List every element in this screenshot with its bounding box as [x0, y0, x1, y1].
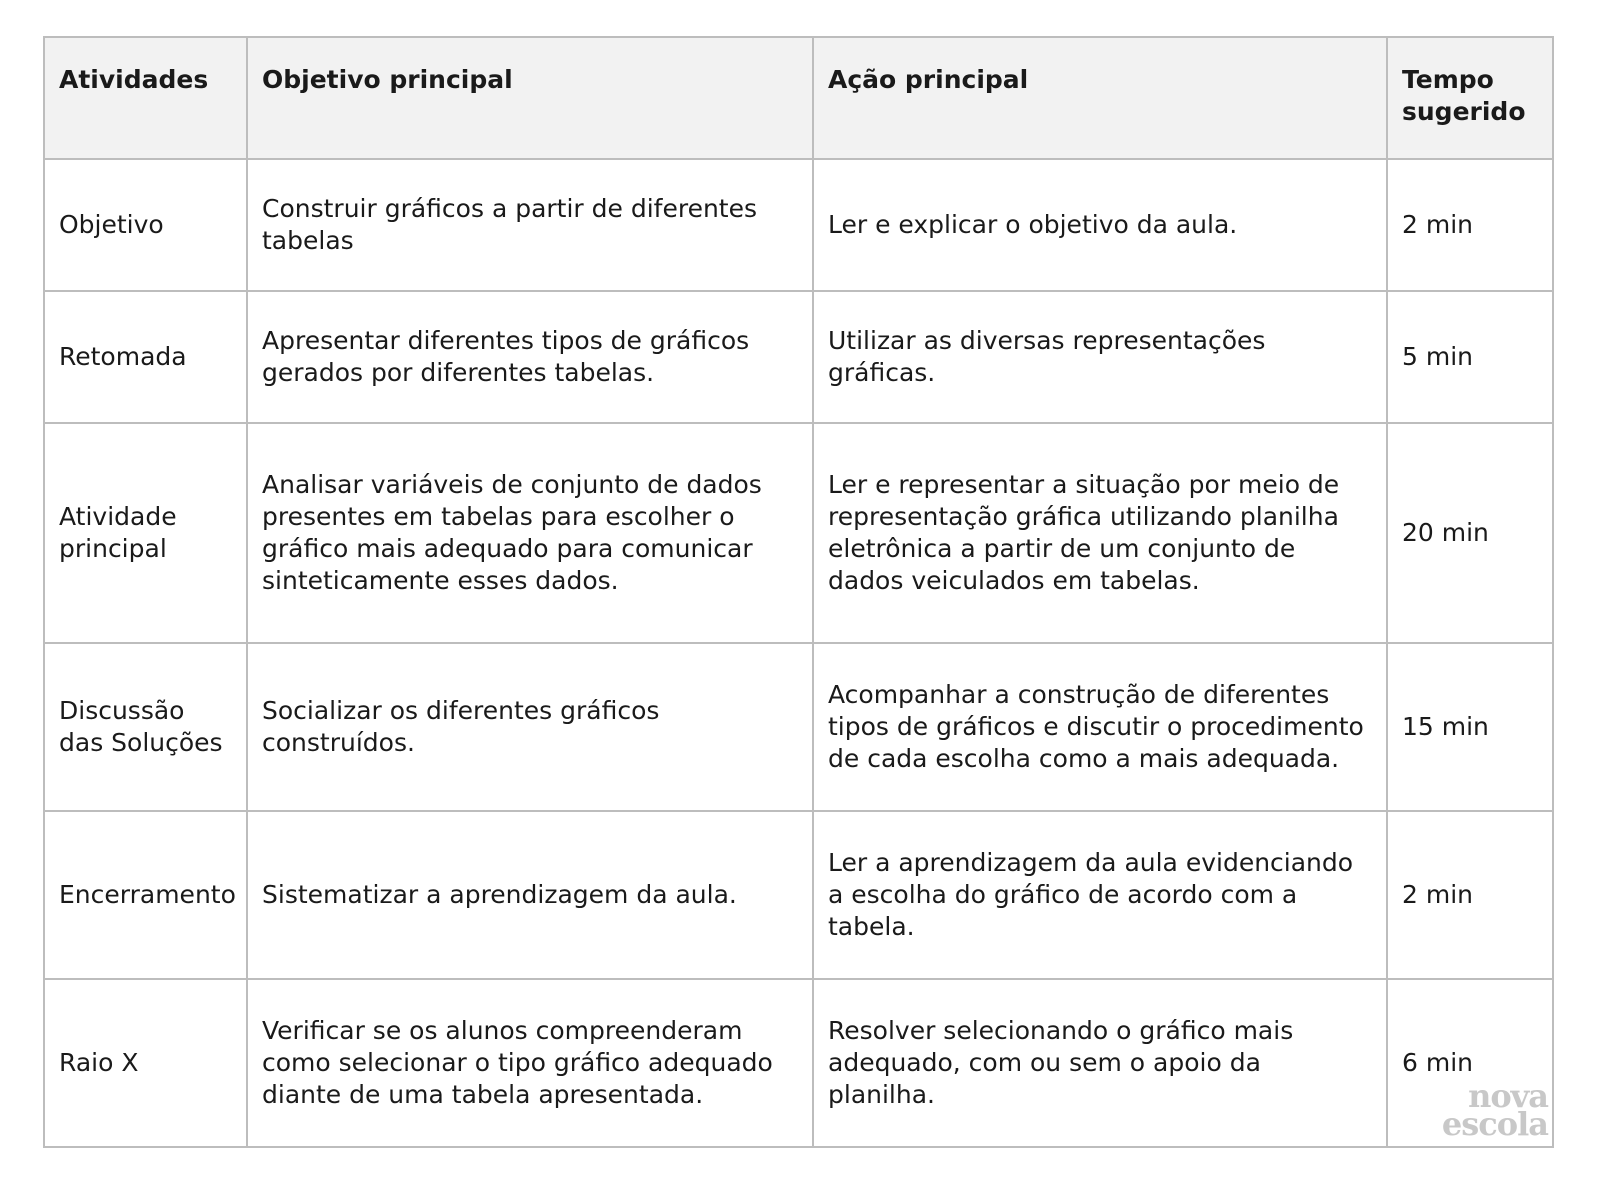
cell-objetivo: Sistematizar a aprendizagem da aula.	[247, 811, 813, 979]
cell-acao: Resolver selecionando o gráfico mais adequado, com ou sem o apoio da planilha.	[813, 979, 1387, 1147]
cell-acao: Acompanhar a construção de diferentes tipos de gráficos e discutir o procedimento de cada escolha como a mais adequada.	[813, 643, 1387, 811]
header-atividades: Atividades	[44, 37, 247, 159]
cell-acao: Ler a aprendizagem da aula evidenciando a escolha do gráfico de acordo com a tabela.	[813, 811, 1387, 979]
header-acao-principal: Ação principal	[813, 37, 1387, 159]
header-objetivo-principal: Objetivo principal	[247, 37, 813, 159]
cell-tempo: 20 min	[1387, 423, 1553, 643]
watermark-line-1: nova	[1468, 1077, 1548, 1115]
cell-objetivo: Construir gráficos a partir de diferentes tabelas	[247, 159, 813, 291]
cell-atividade: Atividade principal	[44, 423, 247, 643]
cell-objetivo: Socializar os diferentes gráficos construídos.	[247, 643, 813, 811]
cell-objetivo: Apresentar diferentes tipos de gráficos gerados por diferentes tabelas.	[247, 291, 813, 423]
lesson-plan-table	[43, 36, 1554, 1148]
cell-acao: Ler e representar a situação por meio de representação gráfica utilizando planilha eletrônica a partir de um conjunto de dados veiculados em tabelas.	[813, 423, 1387, 643]
header-tempo-sugerido: Tempo sugerido	[1387, 37, 1553, 159]
cell-objetivo: Analisar variáveis de conjunto de dados presentes em tabelas para escolher o gráfico mais adequado para comunicar sinteticamente esses dados.	[247, 423, 813, 643]
table-header-row	[44, 37, 1553, 159]
table-row	[44, 291, 1553, 423]
cell-atividade: Retomada	[44, 291, 247, 423]
cell-objetivo: Verificar se os alunos compreenderam como selecionar o tipo gráfico adequado diante de uma tabela apresentada.	[247, 979, 813, 1147]
cell-tempo: 5 min	[1387, 291, 1553, 423]
table-row	[44, 811, 1553, 979]
cell-tempo-last	[1387, 979, 1553, 1147]
table-row	[44, 979, 1553, 1147]
cell-atividade: Discussão das Soluções	[44, 643, 247, 811]
cell-tempo: 2 min	[1387, 811, 1553, 979]
watermark-line-2: escola	[1441, 1105, 1548, 1143]
cell-atividade: Raio X	[44, 979, 247, 1147]
table-row	[44, 159, 1553, 291]
cell-tempo: 2 min	[1387, 159, 1553, 291]
table-row	[44, 643, 1553, 811]
table-row	[44, 423, 1553, 643]
cell-acao: Utilizar as diversas representações gráficas.	[813, 291, 1387, 423]
cell-acao: Ler e explicar o objetivo da aula.	[813, 159, 1387, 291]
cell-tempo: 15 min	[1387, 643, 1553, 811]
cell-tempo: 6 min	[1402, 1048, 1473, 1077]
cell-atividade: Objetivo	[44, 159, 247, 291]
nova-escola-watermark	[1441, 1077, 1548, 1143]
cell-atividade: Encerramento	[44, 811, 247, 979]
